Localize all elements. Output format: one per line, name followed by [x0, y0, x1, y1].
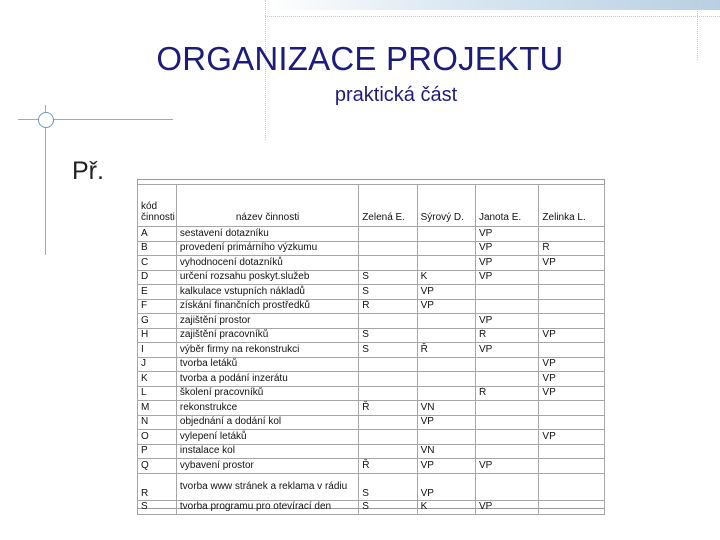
- task-code-cell: E: [138, 285, 177, 300]
- table-row: [138, 415, 605, 430]
- task-name-cell: rekonstrukce: [176, 401, 358, 416]
- task-code-cell: N: [138, 415, 177, 430]
- role-cell: VP: [539, 357, 605, 372]
- role-cell: VP: [417, 459, 475, 474]
- table-body: [138, 227, 605, 515]
- role-cell: VN: [417, 444, 475, 459]
- role-cell: VP: [475, 227, 538, 242]
- decorative-top-bar: [265, 0, 720, 10]
- role-cell: [417, 357, 475, 372]
- role-cell: [417, 372, 475, 387]
- role-cell: [359, 444, 417, 459]
- task-code-cell: K: [138, 372, 177, 387]
- role-cell: S: [359, 328, 417, 343]
- role-cell: [417, 328, 475, 343]
- task-code-cell: F: [138, 299, 177, 314]
- role-cell: K: [417, 500, 475, 515]
- task-code-cell: D: [138, 270, 177, 285]
- table-row: [138, 328, 605, 343]
- task-code-cell: L: [138, 386, 177, 401]
- role-cell: Ř: [475, 386, 538, 401]
- slide-subtitle-text: praktická část: [334, 84, 458, 106]
- role-cell: VP: [417, 299, 475, 314]
- role-cell: [475, 415, 538, 430]
- role-cell: [475, 401, 538, 416]
- table-row: [138, 372, 605, 387]
- role-cell: [539, 343, 605, 358]
- table-row: [138, 386, 605, 401]
- task-code-cell: R: [138, 473, 177, 500]
- role-cell: [539, 459, 605, 474]
- role-cell: [539, 299, 605, 314]
- task-code-cell: I: [138, 343, 177, 358]
- table-row: [138, 357, 605, 372]
- role-cell: VP: [539, 430, 605, 445]
- role-cell: [475, 357, 538, 372]
- task-name-cell: zajištění prostor: [176, 314, 358, 329]
- role-cell: VP: [417, 473, 475, 500]
- role-cell: VP: [475, 241, 538, 256]
- slide-title: ORGANIZACE PROJEKTU: [156, 40, 564, 77]
- task-code-cell: C: [138, 256, 177, 271]
- task-code-cell: G: [138, 314, 177, 329]
- header-code: kód činnosti: [138, 185, 177, 227]
- table-row: [138, 444, 605, 459]
- role-cell: S: [359, 343, 417, 358]
- task-code-cell: A: [138, 227, 177, 242]
- role-cell: [417, 430, 475, 445]
- task-code-cell: Q: [138, 459, 177, 474]
- task-name-cell: určení rozsahu poskyt.služeb: [176, 270, 358, 285]
- task-code-cell: P: [138, 444, 177, 459]
- role-cell: [475, 285, 538, 300]
- task-name-cell: provedení primárního výzkumu: [176, 241, 358, 256]
- slide-subtitle: [0, 84, 720, 107]
- task-name-cell: vybavení prostor: [176, 459, 358, 474]
- role-cell: [539, 473, 605, 500]
- role-cell: VP: [475, 500, 538, 515]
- table-row: [138, 285, 605, 300]
- task-name-cell: sestavení dotazníku: [176, 227, 358, 242]
- role-cell: VP: [539, 328, 605, 343]
- role-cell: S: [359, 270, 417, 285]
- role-cell: Ř: [359, 299, 417, 314]
- role-cell: [417, 314, 475, 329]
- table-row: [138, 314, 605, 329]
- table-row: [138, 473, 605, 500]
- role-cell: [475, 430, 538, 445]
- role-cell: [539, 227, 605, 242]
- task-name-cell: vyhodnocení dotazníků: [176, 256, 358, 271]
- task-name-cell: tvorba a podání inzerátu: [176, 372, 358, 387]
- role-cell: [417, 227, 475, 242]
- role-cell: VN: [417, 401, 475, 416]
- task-name-cell: zajištění pracovníků: [176, 328, 358, 343]
- task-name-cell: instalace kol: [176, 444, 358, 459]
- decorative-circle: [38, 112, 54, 128]
- table-row: [138, 459, 605, 474]
- role-cell: [475, 444, 538, 459]
- table-row: [138, 241, 605, 256]
- role-cell: [359, 314, 417, 329]
- role-cell: [359, 357, 417, 372]
- role-cell: [359, 430, 417, 445]
- task-name-cell: kalkulace vstupních nákladů: [176, 285, 358, 300]
- table-row: [138, 256, 605, 271]
- role-cell: VP: [417, 285, 475, 300]
- role-cell: VP: [475, 270, 538, 285]
- task-code-cell: O: [138, 430, 177, 445]
- role-cell: Ř: [539, 241, 605, 256]
- role-cell: K: [417, 270, 475, 285]
- role-cell: Ř: [359, 401, 417, 416]
- decorative-grid-line: [265, 16, 720, 17]
- role-cell: [359, 372, 417, 387]
- role-cell: [539, 401, 605, 416]
- role-cell: VP: [475, 256, 538, 271]
- example-label: Př.: [72, 157, 104, 185]
- task-code-cell: H: [138, 328, 177, 343]
- header-person: Zelinka L.: [539, 185, 605, 227]
- role-cell: [539, 415, 605, 430]
- role-cell: [539, 285, 605, 300]
- role-cell: VP: [539, 372, 605, 387]
- role-cell: [539, 444, 605, 459]
- task-name-cell: získání finančních prostředků: [176, 299, 358, 314]
- task-code-cell: M: [138, 401, 177, 416]
- task-name-cell: tvorba www stránek a reklama v rádiu: [176, 473, 358, 500]
- role-cell: VP: [475, 314, 538, 329]
- role-cell: [417, 241, 475, 256]
- table-row: [138, 343, 605, 358]
- role-cell: [417, 256, 475, 271]
- role-cell: S: [359, 285, 417, 300]
- role-cell: Ř: [417, 343, 475, 358]
- task-name-cell: objednání a dodání kol: [176, 415, 358, 430]
- table-row: [138, 227, 605, 242]
- task-code-cell: J: [138, 357, 177, 372]
- role-cell: VP: [417, 415, 475, 430]
- role-cell: [359, 256, 417, 271]
- header-person: Zelená E.: [359, 185, 417, 227]
- role-cell: VP: [539, 256, 605, 271]
- task-name-cell: tvorba letáků: [176, 357, 358, 372]
- header-name: název činnosti: [176, 185, 358, 227]
- role-cell: VP: [475, 343, 538, 358]
- role-cell: [417, 386, 475, 401]
- task-name-cell: vylepení letáků: [176, 430, 358, 445]
- role-cell: [475, 372, 538, 387]
- table-row: [138, 430, 605, 445]
- task-code-cell: S: [138, 500, 177, 515]
- table-header-row: [138, 185, 605, 227]
- role-cell: [359, 415, 417, 430]
- role-cell: S: [359, 500, 417, 515]
- role-cell: [359, 386, 417, 401]
- role-cell: VP: [539, 386, 605, 401]
- role-cell: [475, 299, 538, 314]
- task-name-cell: školení pracovníků: [176, 386, 358, 401]
- role-cell: Ř: [359, 459, 417, 474]
- header-person: Janota E.: [475, 185, 538, 227]
- role-cell: [359, 241, 417, 256]
- header-person: Sýrový D.: [417, 185, 475, 227]
- task-name-cell: tvorba programu pro otevírací den: [176, 500, 358, 515]
- task-name-cell: výběr firmy na rekonstrukci: [176, 343, 358, 358]
- responsibility-table: [137, 184, 605, 515]
- table-row: [138, 500, 605, 515]
- role-cell: [475, 473, 538, 500]
- role-cell: [539, 500, 605, 515]
- task-code-cell: B: [138, 241, 177, 256]
- role-cell: VP: [475, 459, 538, 474]
- role-cell: S: [359, 473, 417, 500]
- role-cell: [539, 270, 605, 285]
- table-row: [138, 299, 605, 314]
- role-cell: Ř: [475, 328, 538, 343]
- role-cell: [539, 314, 605, 329]
- table-row: [138, 401, 605, 416]
- role-cell: [359, 227, 417, 242]
- table-row: [138, 270, 605, 285]
